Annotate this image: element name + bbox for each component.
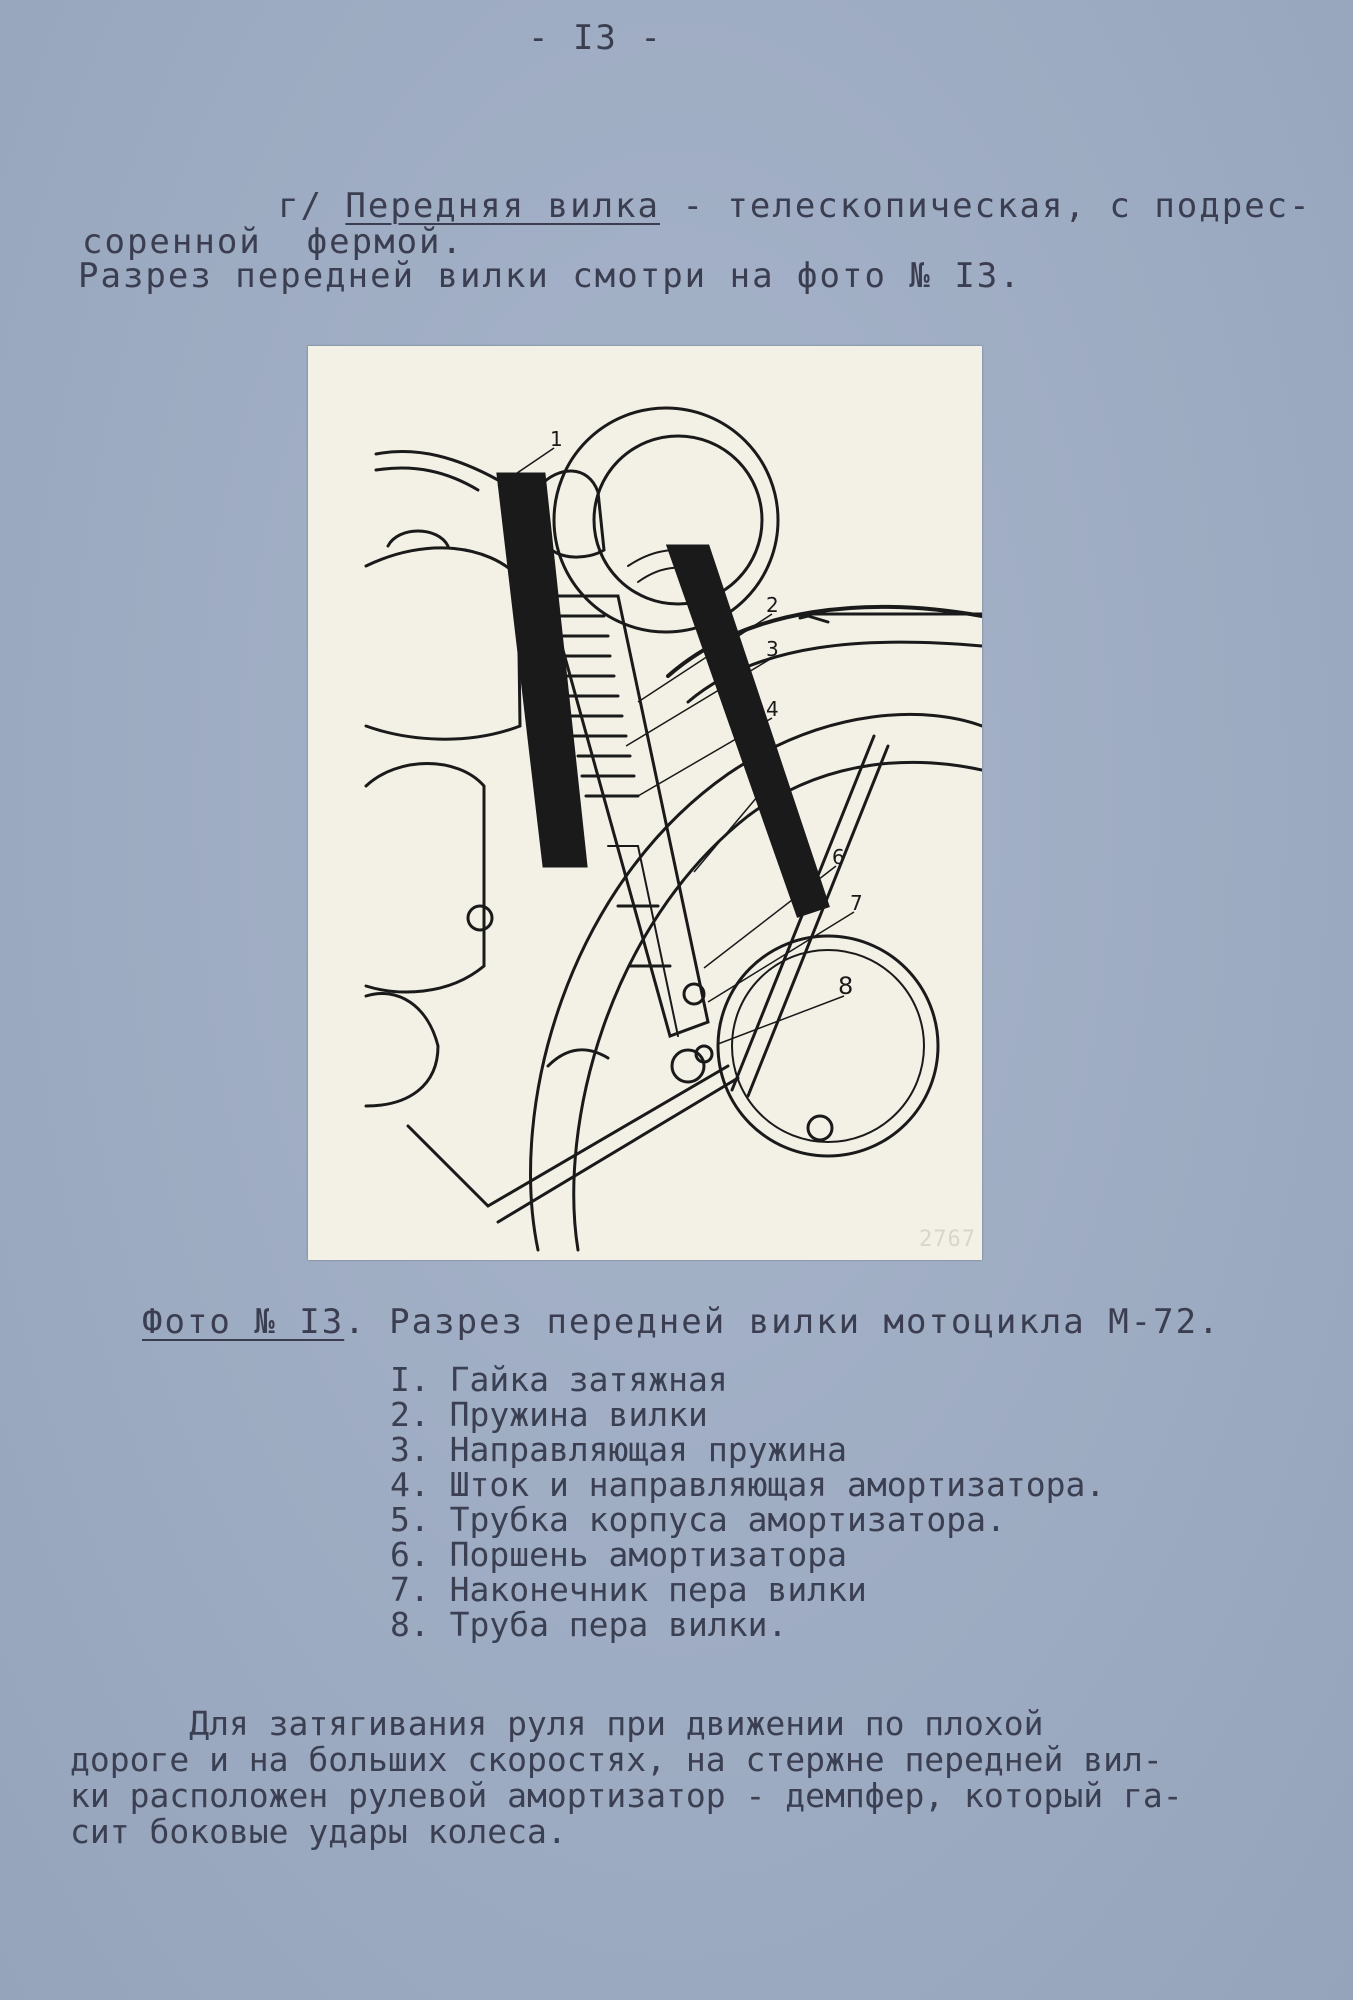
- photo-stamp: 2767: [919, 1227, 976, 1252]
- legend-item: 5. Трубка корпуса амортизатора.: [390, 1500, 1006, 1539]
- body-paragraph: [70, 1706, 1183, 1850]
- figure-caption: [142, 1302, 1221, 1342]
- legend-item: 6. Поршень амортизатора: [390, 1535, 847, 1574]
- legend-item: I. Гайка затяжная: [390, 1360, 728, 1399]
- callout-5: 5: [764, 763, 777, 787]
- callout-6: 6: [832, 845, 845, 869]
- intro-line-3: Разрез передней вилки смотри на фото № I3.: [78, 256, 1022, 296]
- legend-item: 7. Наконечник пера вилки: [390, 1570, 867, 1609]
- legend-item: 8. Труба пера вилки.: [390, 1605, 788, 1644]
- page-number: - I3 -: [528, 18, 663, 58]
- callout-1: 1: [550, 427, 563, 451]
- callout-7: 7: [850, 891, 863, 915]
- section-title-front-fork: Передняя вилка: [345, 186, 660, 226]
- paragraph-line: Для затягивания руля при движении по плохой: [70, 1704, 1044, 1743]
- intro-line-1: [278, 186, 1312, 226]
- callout-labels: [550, 427, 863, 1000]
- caption-label: Фото № I3: [142, 1302, 345, 1342]
- legend-item: 3. Направляющая пружина: [390, 1430, 847, 1469]
- callout-8: 8: [838, 972, 854, 1000]
- legend-item: 2. Пружина вилки: [390, 1395, 708, 1434]
- legend-item: 4. Шток и направляющая амортизатора.: [390, 1465, 1106, 1504]
- callout-3: 3: [766, 637, 779, 661]
- paragraph-line: ки расположен рулевой амортизатор - демпфер, который га-: [70, 1776, 1183, 1815]
- callout-4: 4: [766, 697, 779, 721]
- callout-2: 2: [766, 593, 779, 617]
- paragraph-line: дороге и на больших скоростях, на стержне передней вил-: [70, 1740, 1163, 1779]
- fork-illustration: [308, 346, 982, 1260]
- fork-cutaway-photo: [308, 346, 982, 1260]
- intro-rest: - телескопическая, с подрес-: [660, 186, 1312, 226]
- intro-line-2: соренной фермой.: [82, 222, 464, 262]
- paragraph-line: сит боковые удары колеса.: [70, 1812, 567, 1851]
- intro-prefix: г/: [278, 186, 346, 226]
- caption-text: . Разрез передней вилки мотоцикла М-72.: [344, 1302, 1221, 1342]
- parts-legend: [390, 1362, 1105, 1642]
